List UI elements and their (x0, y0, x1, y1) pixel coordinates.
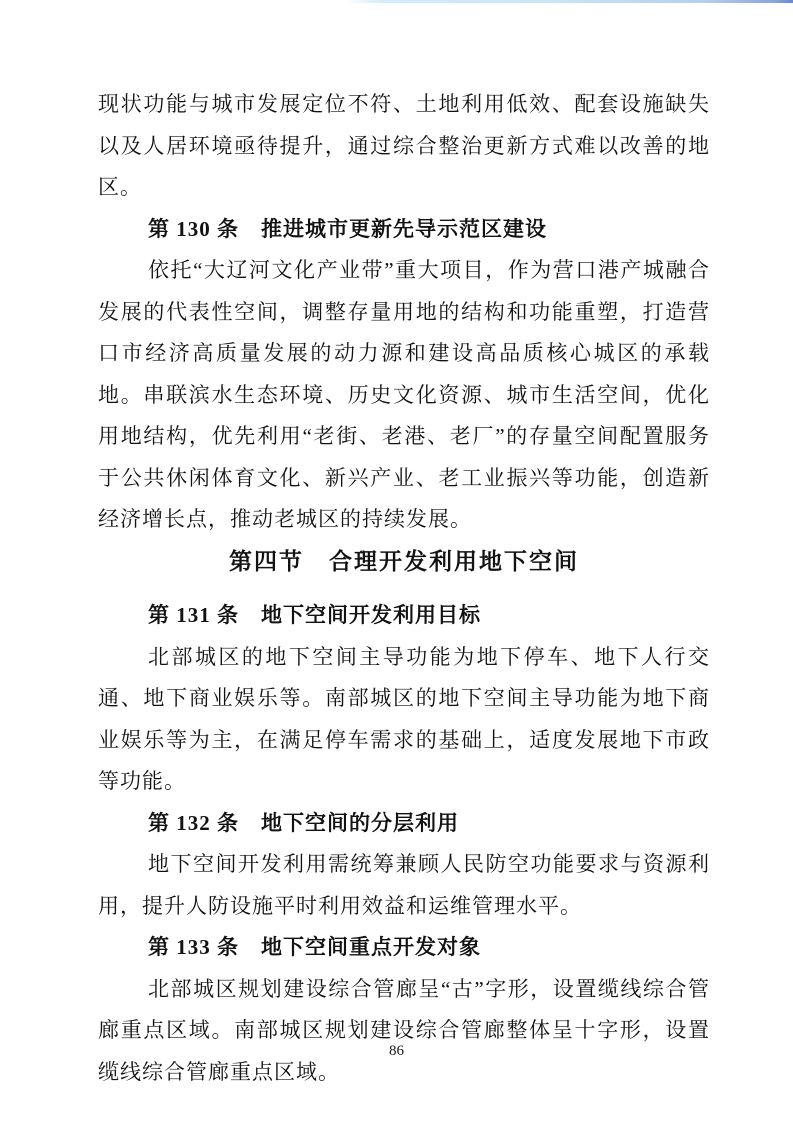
paragraph-article-132: 地下空间开发利用需统筹兼顾人民防空功能要求与资源利用，提升人防设施平时利用效益和运维管理水平。 (98, 852, 710, 918)
document-content (98, 84, 710, 1093)
paragraph-article-130: 依托“大辽河文化产业带”重大项目，作为营口港产城融合发展的代表性空间，调整存量用地的结构和功能重塑，打造营口市经济高质量发展的动力源和建设高品质核心城区的承载地。串联滨水生态环境、历史文化资源、城市生活空间，优化用地结构，优先利用“老街、老港、老厂”的存量空间配置服务于公共休闲体育文化、新兴产业、老工业振兴等功能，创造新经济增长点，推动老城区的持续发展。 (98, 258, 710, 531)
scan-edge-artifact (345, 0, 793, 3)
article-heading-133: 第 133 条 地下空间重点开发对象 (148, 935, 481, 959)
article-heading-131: 第 131 条 地下空间开发利用目标 (148, 603, 481, 627)
paragraph-article-131: 北部城区的地下空间主导功能为地下停车、地下人行交通、地下商业娱乐等。南部城区的地下空间主导功能为地下商业娱乐等为主，在满足停车需求的基础上，适度发展地下市政等功能。 (98, 644, 710, 793)
page-footer (0, 1042, 793, 1060)
paragraph-continuation: 现状功能与城市发展定位不符、土地利用低效、配套设施缺失以及人居环境亟待提升，通过综合整治更新方式难以改善的地区。 (98, 92, 710, 199)
article-heading-130: 第 130 条 推进城市更新先导示范区建设 (148, 216, 547, 241)
section-heading-4: 第四节 合理开发利用地下空间 (229, 547, 579, 574)
article-heading-132: 第 132 条 地下空间的分层利用 (148, 810, 459, 835)
paragraph-article-133: 北部城区规划建设综合管廊呈“古”字形，设置缆线综合管廊重点区域。南部城区规划建设综合管廊整体呈十字形，设置缆线综合管廊重点区域。 (98, 976, 710, 1084)
page-number: 86 (389, 1043, 404, 1059)
